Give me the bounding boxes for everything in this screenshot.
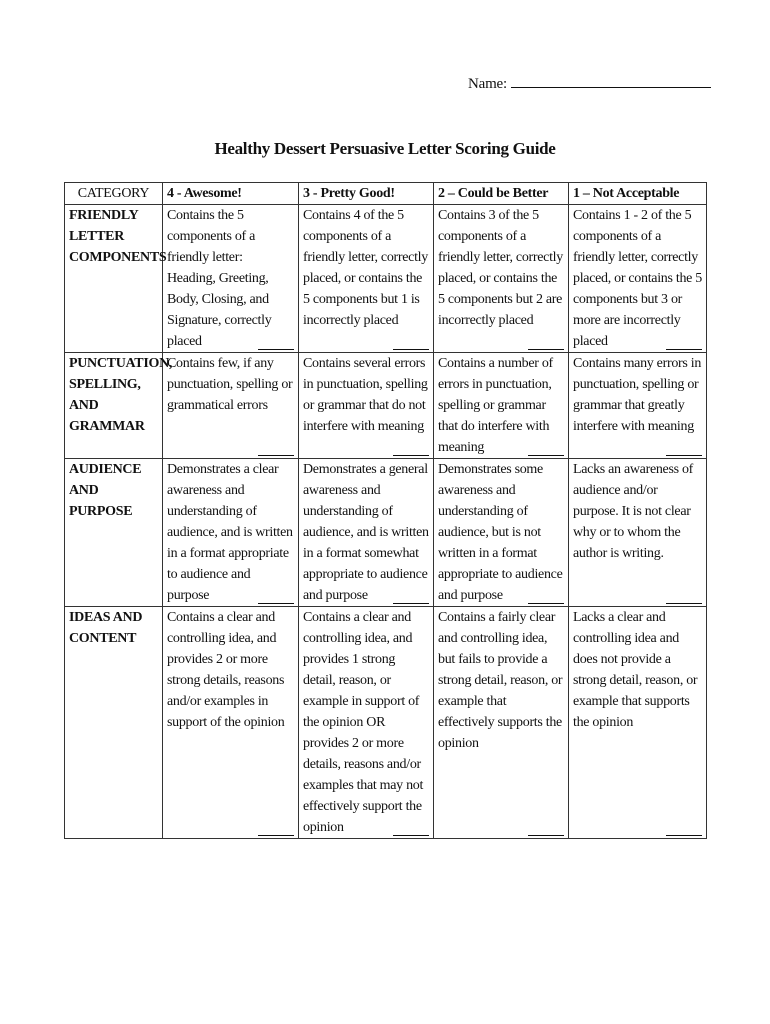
header-category: CATEGORY (65, 183, 163, 205)
score-blank[interactable] (666, 602, 702, 604)
criteria-text: Contains a fairly clear and controlling idea, but fails to provide a strong detail, reason, or example that effectively supports the opinion (438, 610, 563, 751)
scoring-rubric-table (64, 182, 707, 839)
table-row (65, 205, 707, 353)
score-blank[interactable] (393, 602, 429, 604)
criteria-cell (163, 205, 299, 353)
header-score-4: 4 - Awesome! (163, 183, 299, 205)
criteria-cell (434, 353, 569, 459)
criteria-cell (569, 607, 707, 839)
criteria-text: Contains 1 - 2 of the 5 components of a friendly letter, correctly placed, or contains the 5 components but 3 or more are incorrectly placed (573, 208, 702, 349)
criteria-cell (434, 459, 569, 607)
criteria-cell (163, 353, 299, 459)
criteria-cell (163, 459, 299, 607)
criteria-text: Demonstrates a clear awareness and understanding of audience, and is written in a format appropriate to audience and purpose (167, 462, 293, 603)
score-blank[interactable] (258, 602, 294, 604)
score-blank[interactable] (393, 454, 429, 456)
score-blank[interactable] (666, 348, 702, 350)
criteria-text: Contains 4 of the 5 components of a friendly letter, correctly placed, or contains the 5 components but 1 is incorrectly placed (303, 208, 428, 328)
criteria-cell (163, 607, 299, 839)
score-blank[interactable] (258, 348, 294, 350)
criteria-cell (434, 607, 569, 839)
header-score-1: 1 – Not Acceptable (569, 183, 707, 205)
criteria-text: Contains several errors in punctuation, spelling or grammar that do not interfere with meaning (303, 356, 428, 434)
category-cell: PUNCTUATION, SPELLING, AND GRAMMAR (65, 353, 163, 459)
score-blank[interactable] (258, 454, 294, 456)
category-cell: IDEAS AND CONTENT (65, 607, 163, 839)
name-field[interactable] (468, 74, 711, 93)
criteria-text: Contains a number of errors in punctuation, spelling or grammar that do interfere with meaning (438, 356, 553, 455)
criteria-text: Contains a clear and controlling idea, and provides 1 strong detail, reason, or example in support of the opinion OR provides 2 or more details, reasons and/or examples that may not effectively support the opinion (303, 610, 424, 835)
document-title: Healthy Dessert Persuasive Letter Scoring Guide (214, 139, 556, 158)
score-blank[interactable] (393, 834, 429, 836)
criteria-cell (569, 459, 707, 607)
criteria-text: Contains few, if any punctuation, spelling or grammatical errors (167, 356, 293, 413)
header-score-2: 2 – Could be Better (434, 183, 569, 205)
score-blank[interactable] (258, 834, 294, 836)
score-blank[interactable] (666, 454, 702, 456)
category-cell: AUDIENCE AND PURPOSE (65, 459, 163, 607)
header-row (65, 183, 707, 205)
criteria-cell (299, 607, 434, 839)
score-blank[interactable] (528, 834, 564, 836)
score-blank[interactable] (528, 348, 564, 350)
criteria-text: Contains a clear and controlling idea, and provides 2 or more strong details, reasons and/or examples in support of the opinion (167, 610, 285, 730)
score-blank[interactable] (666, 834, 702, 836)
score-blank[interactable] (528, 454, 564, 456)
criteria-text: Contains many errors in punctuation, spelling or grammar that greatly interfere with meaning (573, 356, 702, 434)
criteria-cell (434, 205, 569, 353)
criteria-text: Lacks a clear and controlling idea and does not provide a strong detail, reason, or example that supports the opinion (573, 610, 698, 730)
criteria-text: Contains 3 of the 5 components of a friendly letter, correctly placed, or contains the 5 components but 2 are incorrectly placed (438, 208, 563, 328)
header-score-3: 3 - Pretty Good! (299, 183, 434, 205)
criteria-text: Lacks an awareness of audience and/or purpose. It is not clear why or to whom the author is writing. (573, 462, 694, 561)
score-blank[interactable] (528, 602, 564, 604)
table-row (65, 353, 707, 459)
criteria-text: Demonstrates a general awareness and understanding of audience, and is written in a format somewhat appropriate to audience and purpose (303, 462, 429, 603)
criteria-cell (299, 205, 434, 353)
criteria-text: Contains the 5 components of a friendly letter: Heading, Greeting, Body, Closing, and Signature, correctly placed (167, 208, 272, 349)
category-cell: FRIENDLY LETTER COMPONENTS (65, 205, 163, 353)
name-label: Name: (468, 76, 507, 92)
table-row (65, 459, 707, 607)
criteria-cell (569, 205, 707, 353)
table-row (65, 607, 707, 839)
criteria-cell (569, 353, 707, 459)
criteria-text: Demonstrates some awareness and understanding of audience, but is not written in a format appropriate to audience and purpose (438, 462, 563, 603)
criteria-cell (299, 353, 434, 459)
name-blank[interactable] (511, 74, 711, 88)
criteria-cell (299, 459, 434, 607)
score-blank[interactable] (393, 348, 429, 350)
